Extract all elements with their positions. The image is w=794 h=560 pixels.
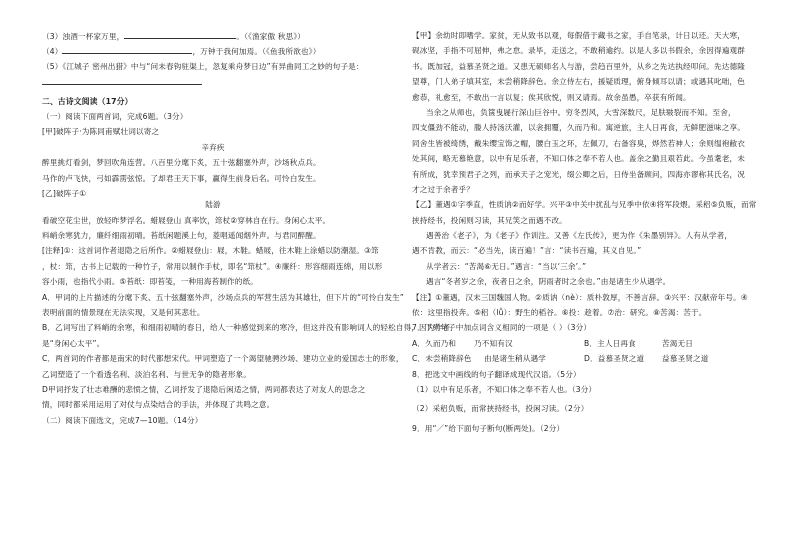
option-a: A．久而乃和 <box>412 338 457 348</box>
question-8: 8．把选文中画线的句子翻译成现代汉语。（5分） <box>412 369 581 379</box>
answer-blank[interactable] <box>124 30 236 39</box>
passage-line: 有所成，犹幸预君子之列，而承天子之宠光，缀公卿之后，日侍坐备顾问，四海亦谬称其氏名，况 <box>412 169 745 179</box>
poem-author: 辛弃疾 <box>201 142 225 152</box>
question-9: 9．用“／”给下面句子断句(断两处)。（2分） <box>412 423 565 433</box>
passage-line: 才之过于余者乎？ <box>412 184 474 194</box>
option-line: 情，同时都采用运用了对仗与点染结合的手法，并体现了共鸣之意。 <box>42 400 275 410</box>
passage-line: 处其间，略无慕艳意，以中有足乐者，不知口体之奉不若人也。盖余之勤且艰若此。今虽耄老，未 <box>412 154 745 164</box>
question-4: （4） ，万钟于我何加焉。（《鱼我所欲也》） <box>42 47 321 57</box>
poem-line: 醉里挑灯看剑，梦回吹角连营。八百里分麾下炙，五十弦翻塞外声，沙场秋点兵。 <box>42 158 321 168</box>
note-line: [注释]①：这首词作者退隐之后所作。②蜡屐登山：屐，木鞋。蜡屐，往木鞋上涂蜡以防潮湿。③筇 <box>42 246 379 256</box>
option-c-pair: 由是诸生稍从遇学 <box>484 354 546 364</box>
option-line: 表明前面的情景现在无法实现，又是何其悲壮。 <box>42 308 205 318</box>
option-c: C．未尝稍降辞色 <box>412 354 472 364</box>
option-line: A．甲词的上片描述的分麾下炙、五十弦翻塞外声，沙场点兵的军营生活为其雄壮，但下片的“可怜白发生” <box>42 292 404 302</box>
option-b-pair: 苦渴无日 <box>662 338 693 348</box>
section-title: 二、古诗文阅读（17分） <box>42 96 133 106</box>
poem-line: 马作的卢飞快，弓如霹雳弦惊。了却君王天下事，赢得生前身后名。可怜白发生。 <box>42 173 321 183</box>
option-line: 乙词塑造了一个看透名利、淡泊名利、与世无争的隐者形象。 <box>42 369 252 379</box>
question-5-blank <box>42 76 384 87</box>
passage-line: 挟持经书，投闲则习读，其兄笑之而遇不改。 <box>412 215 567 225</box>
question-8-2: （2）采稆负贩，而常挟持经书，投闲习读。（2分） <box>412 404 589 414</box>
passage-line: 从学者云：“苦渴⑥无日。”遇言：“当以‘三余’。” <box>426 261 587 271</box>
part-title: （一）阅读下面两首词，完成6题。（3分） <box>42 111 188 121</box>
passage-line: 同舍生皆被绮绣，戴朱缨宝饰之帽，腰白玉之环，左佩刀，右备容臭，烨然若神人；余则缊袍敝衣 <box>412 138 745 148</box>
poem-line: 料峭余寒犹力，廉纤细雨初晴。苔纸闲题溪上句，菱唱遥闻烟外声。与君同醉醒。 <box>42 231 321 241</box>
passage-line: 四支僵劲不能动，媵人持汤沃灌，以衾拥覆，久而乃和。寓逆旅，主人日再食，无鲜肥滋味之享。 <box>412 123 745 133</box>
passage-line: 望尊，门人弟子填其室，未尝稍降辞色。余立侍左右，援疑质理，俯身倾耳以请；或遇其叱咄，色 <box>412 77 745 87</box>
option-d-pair: 益慕圣贤之道 <box>662 354 709 364</box>
poem-author: 陆游 <box>205 200 221 210</box>
option-d: D．益慕圣贤之道 <box>584 354 645 364</box>
question-7: 7．下列句子中加点词含义相同的一项是（ ）（3分） <box>412 323 592 333</box>
question-3: （3）浊酒一杯家万里， 。（《渔家傲 秋思》） <box>42 32 306 41</box>
passage-line: 遇不肯教，而云：“必当先，读百遍！”言：“读书百遍，其义自见。” <box>412 246 642 256</box>
answer-blank[interactable] <box>62 45 192 54</box>
passage-line: 愈恭，礼愈至，不敢出一言以复；俟其欣悦，则又请焉。故余虽愚，卒获有所闻。 <box>412 92 691 102</box>
note-line: 【注】①董遇，汉末三国魏国人物。②质讷（nè）：质朴敦厚，不善言辞。③兴平：汉献帝年号。④ <box>412 292 748 302</box>
question-7-options-row <box>412 353 766 364</box>
part-title: （二）阅读下面选文，完成7—10题。（14分） <box>42 415 203 425</box>
note-line: 依：这里指投奔。⑤稆（lǚ）：野生的稻谷。⑥投：趁着。⑦治：研究。⑧苦渴：苦于。 <box>412 308 707 318</box>
passage-line: 【甲】余幼时即嗜学。家贫，无从致书以观，每假借于藏书之家，手自笔录，计日以还。天大寒， <box>412 31 745 40</box>
poem-title: [甲]破阵子·为陈同甫赋壮词以寄之 <box>42 127 160 137</box>
question-7-options-row <box>412 338 766 349</box>
option-a-pair: 乃不知有汉 <box>474 338 513 348</box>
option-line: 是“身闲心太平”。 <box>42 338 105 348</box>
question-8-1: （1）以中有足乐者，不知口体之奉不若人也。（3分） <box>412 384 597 394</box>
option-b: B．主人日再食 <box>584 338 636 348</box>
poem-line: 看破空花尘世，放轻昨梦浮名。蜡屐登山 真率饮，筇杖②穿林自在行。身闲心太平。 <box>42 215 331 225</box>
question-5: （5）《江城子 密州出猎》中与“问未春钩驻渠上，忽复乘舟梦日边”有异曲同工之妙的句子是： <box>42 61 364 71</box>
note-line: ，杖：筇，古书上记载的一种竹子，常用以制作手杖，即名“筇杖”。④廉纤：形容细雨连绵，用以形 <box>42 261 383 271</box>
passage-line: 遇言“冬者岁之余，夜者日之余，阴雨者时之余也。”由是诸生少从遇学。 <box>426 277 671 287</box>
note-line: 容小雨，也指代小雨。⑤苔纸：即苔笺，一种用海苔制作的纸。 <box>42 277 259 287</box>
answer-blank[interactable] <box>42 76 202 85</box>
poem-title: [乙]破阵子① <box>42 188 87 198</box>
passage-line: 书。既加冠，益慕圣贤之道。又患无硕师名人与游，尝趋百里外，从乡之先达执经叩问。先达德隆 <box>412 61 745 71</box>
passage-line: 【乙】董遇①字季直，性质讷②而好学。兴平③中关中扰乱与兄季中依④将军段煨。采稆⑤负贩，而常 <box>412 200 757 210</box>
passage-line: 当余之从师也，负箧曳屣行深山巨谷中。穷冬烈风，大雪深数尺，足肤皲裂而不知。至舍， <box>426 107 736 117</box>
option-line: C．两首词的作者都是南宋的时代都想宋代。甲词塑造了一个渴望驰骋沙场、建功立业的爱国志士的形象， <box>42 354 404 364</box>
right-column <box>412 30 766 434</box>
option-line: B．乙词写出了料峭的余寒，和细雨初晴的春日，给人一种感觉到来的寒冷，但这并没有影响词人的轻松自得，因为作者 <box>42 323 451 333</box>
option-line: D甲词抒发了壮志难酬的悲愤之情，乙词抒发了退隐后闲适之情，两词都表达了对友人的思念之 <box>42 384 366 394</box>
passage-line: 砚冰坚，手指不可屈伸，弗之怠。录毕，走送之，不敢稍逾约。以是人多以书假余，余因得遍观群 <box>412 46 745 56</box>
passage-line: 遇善治《老子》，为《老子》作训注。又善《左氏传》，更为作《朱墨别异》。人有从学者， <box>426 231 733 241</box>
